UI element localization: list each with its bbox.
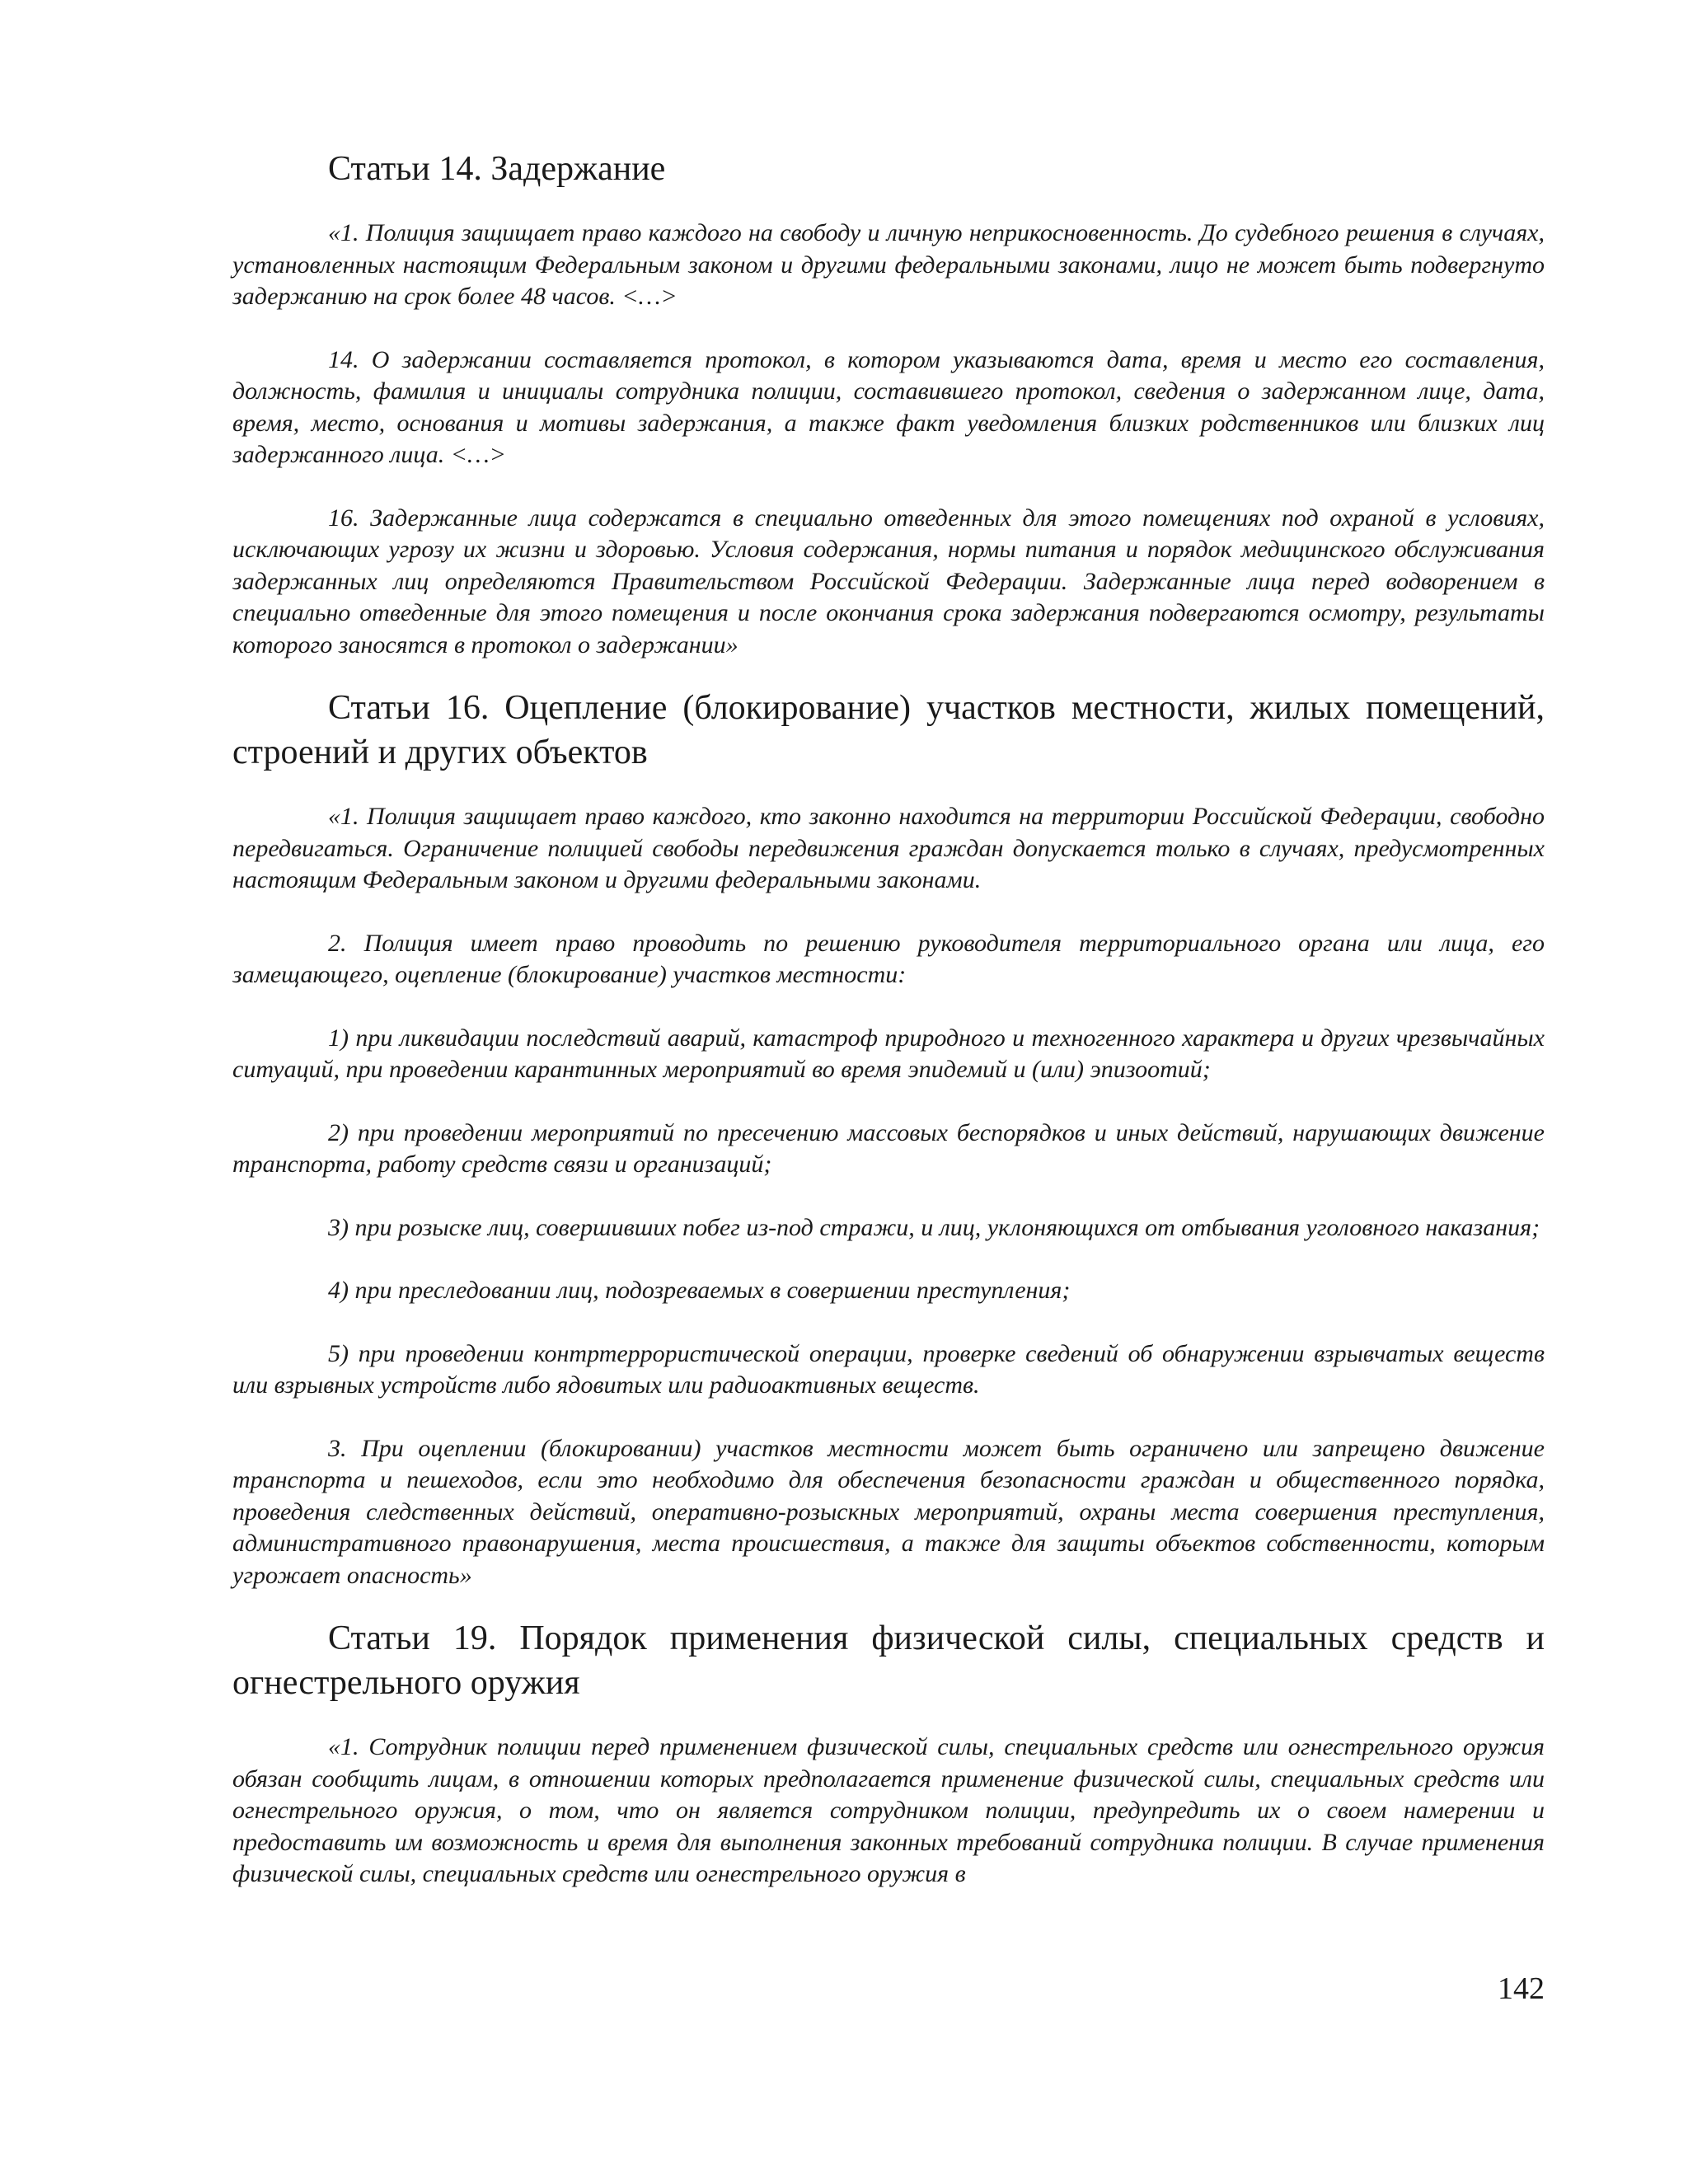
paragraph: 14. О задержании составляется протокол, в котором указываются дата, время и место его составления, должность, фамилия и инициалы сотрудника полиции, составившего протокол, сведения о задержанном лице, дата, время, место, основания и мотивы задержания, а также факт уведомления близких родственников или близких лиц задержанного лица. <…> <box>232 345 1545 468</box>
list-item: 4) при преследовании лиц, подозреваемых в совершении преступления; <box>328 1277 1071 1304</box>
section-heading-article-14: Статьи 14. Задержание <box>328 150 666 188</box>
section-heading-article-19: Статьи 19. Порядок применения физической силы, специальных средств и огнестрельного оружия <box>232 1619 1545 1702</box>
paragraph: 3. При оцеплении (блокировании) участков местности может быть ограничено или запрещено движение транспорта и пешеходов, если это необходимо для обеспечения безопасности граждан и общественного порядка, проведения следственных действий, оперативно-розыскных мероприятий, охраны места совершения преступления, административного правонарушения, места происшествия, а также для защиты объектов собственности, которым угрожает опасность» <box>232 1434 1545 1589</box>
list-item: 5) при проведении контртеррористической операции, проверке сведений об обнаружении взрывчатых веществ или взрывных устройств либо ядовитых или радиоактивных веществ. <box>232 1339 1545 1399</box>
page-number: 142 <box>1498 1971 1545 2006</box>
list-item: 1) при ликвидации последствий аварий, катастроф природного и техногенного характера и других чрезвычайных ситуаций, при проведении карантинных мероприятий во время эпидемий и (или) эпизоотий; <box>232 1024 1545 1083</box>
paragraph: 16. Задержанные лица содержатся в специально отведенных для этого помещениях под охраной в условиях, исключающих угрозу их жизни и здоровью. Условия содержания, нормы питания и порядок медицинского обслуживания задержанных лиц определяются Правительством Российской Федерации. Задержанные лица перед водворением в специально отведенные для этого помещения и после окончания срока задержания подвергаются осмотру, результаты которого заносятся в протокол о задержании» <box>232 504 1545 658</box>
paragraph: «1. Полиция защищает право каждого на свободу и личную неприкосновенность. До судебного решения в случаях, установленных настоящим Федеральным законом и другими федеральными законами, лицо не может быть подвергнуто задержанию на срок более 48 часов. <…> <box>232 219 1545 310</box>
list-item: 2) при проведении мероприятий по пресечению массовых беспорядков и иных действий, нарушающих движение транспорта, работу средств связи и организаций; <box>232 1118 1545 1178</box>
document-page <box>232 147 1545 1891</box>
paragraph: «1. Сотрудник полиции перед применением физической силы, специальных средств или огнестрельного оружия обязан сообщить лицам, в отношении которых предполагается применение физической силы, специальных средств или огнестрельного оружия, о том, что он является сотрудником полиции, предупредить их о своем намерении и предоставить им возможность и время для выполнения законных требований сотрудника полиции. В случае применения физической силы, специальных средств или огнестрельного оружия в <box>232 1733 1545 1887</box>
section-heading-article-16: Статьи 16. Оцепление (блокирование) участков местности, жилых помещений, строений и других объектов <box>232 689 1545 771</box>
paragraph: 2. Полиция имеет право проводить по решению руководителя территориального органа или лица, его замещающего, оцепление (блокирование) участков местности: <box>232 929 1545 988</box>
paragraph: «1. Полиция защищает право каждого, кто законно находится на территории Российской Федерации, свободно передвигаться. Ограничение полицией свободы передвижения граждан допускается только в случаях, предусмотренных настоящим Федеральным законом и другими федеральными законами. <box>232 803 1545 893</box>
list-item: 3) при розыске лиц, совершивших побег из-под стражи, и лиц, уклоняющихся от отбывания уголовного наказания; <box>328 1213 1540 1241</box>
